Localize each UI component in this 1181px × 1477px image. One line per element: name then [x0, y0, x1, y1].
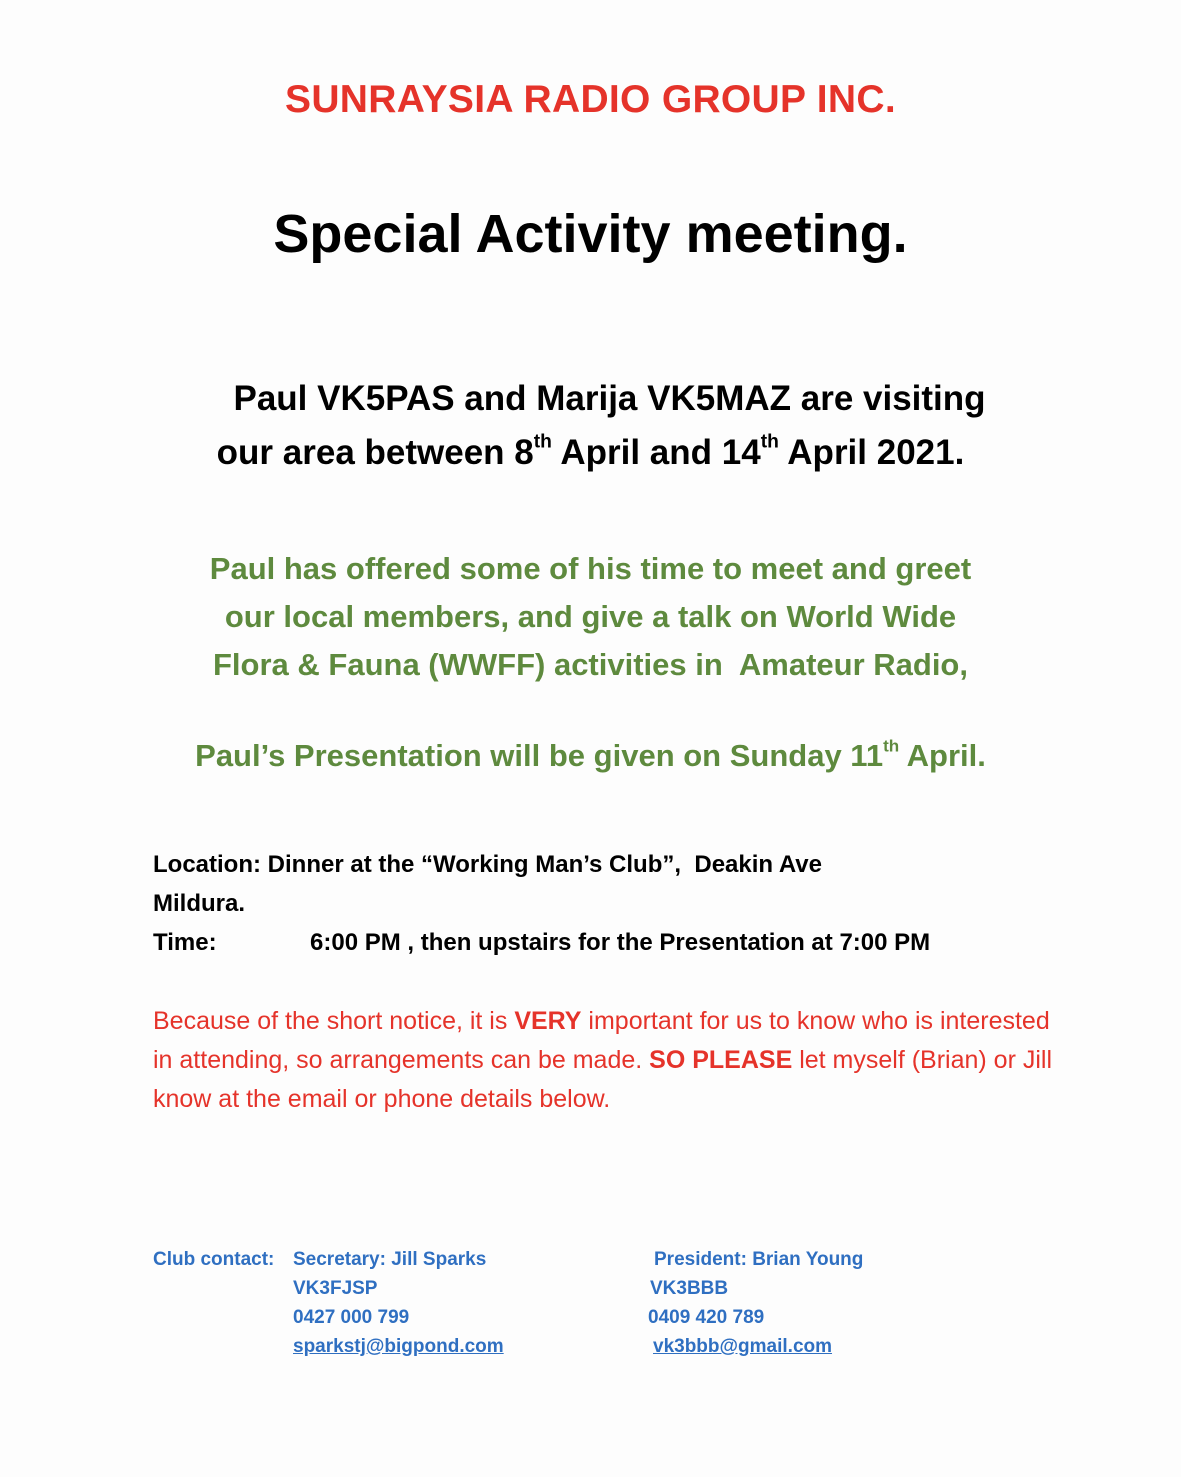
location-value: Dinner at the “Working Man’s Club”, Deakin Ave	[261, 851, 822, 878]
notice-emphasis-please: SO PLEASE	[649, 1046, 793, 1074]
offer-line-3: Flora & Fauna (WWFF) activities in Amateur Radio,	[213, 647, 968, 682]
visit-ordinal-1: th	[533, 431, 552, 453]
notice-text-1: Because of the short notice, it is	[153, 1007, 515, 1035]
org-name: SUNRAYSIA RADIO GROUP INC.	[285, 78, 896, 121]
visit-line-2	[0, 426, 1181, 480]
notice-text-3: let myself (Brian) or Jill know at the email or phone details below.	[153, 1046, 1053, 1113]
visit-text-b: April and 14	[551, 433, 761, 472]
location-line	[153, 845, 1053, 884]
offer-paragraph	[0, 545, 1181, 689]
club-contact-label: Club contact:	[153, 1249, 275, 1270]
secretary-phone: 0427 000 799	[293, 1307, 410, 1328]
presentation-ordinal: th	[883, 736, 900, 756]
visit-text-a: our area between 8	[216, 433, 534, 472]
president-role: President: Brian Young	[654, 1249, 864, 1270]
president-callsign: VK3BBB	[650, 1278, 729, 1299]
visit-line-1: Paul VK5PAS and Marija VK5MAZ are visiting	[233, 379, 986, 418]
page-title: Special Activity meeting.	[273, 204, 908, 264]
presentation-date	[0, 738, 1181, 774]
time-label: Time:	[153, 929, 217, 956]
offer-line-2: our local members, and give a talk on World Wide	[224, 599, 957, 634]
offer-line-1: Paul has offered some of his time to meet and greet	[209, 551, 972, 586]
secretary-callsign: VK3FJSP	[293, 1278, 378, 1299]
visit-text-c: April 2021.	[778, 433, 965, 472]
location-label: Location:	[153, 851, 261, 878]
president-phone: 0409 420 789	[648, 1307, 765, 1328]
time-line	[153, 923, 1053, 962]
presentation-text-b: April.	[899, 738, 986, 773]
secretary-contact	[293, 1245, 504, 1361]
president-contact	[648, 1245, 863, 1361]
time-value: 6:00 PM , then upstairs for the Presentation at 7:00 PM	[310, 929, 931, 956]
secretary-email-link[interactable]: sparkstj@bigpond.com	[293, 1336, 504, 1357]
president-email-link[interactable]: vk3bbb@gmail.com	[653, 1336, 833, 1357]
presentation-text-a: Paul’s Presentation will be given on Sunday 11	[195, 738, 884, 773]
notice-emphasis-very: VERY	[514, 1007, 582, 1035]
location-line-2: Mildura.	[153, 890, 246, 917]
visit-announcement	[0, 372, 1181, 480]
notice-text-2: important for us to know who is interested in attending, so arrangements can be made.	[153, 1007, 1050, 1074]
rsvp-notice	[153, 1002, 1073, 1119]
visit-ordinal-2: th	[760, 431, 779, 453]
secretary-role: Secretary: Jill Sparks	[293, 1249, 487, 1270]
event-details	[153, 845, 1053, 962]
